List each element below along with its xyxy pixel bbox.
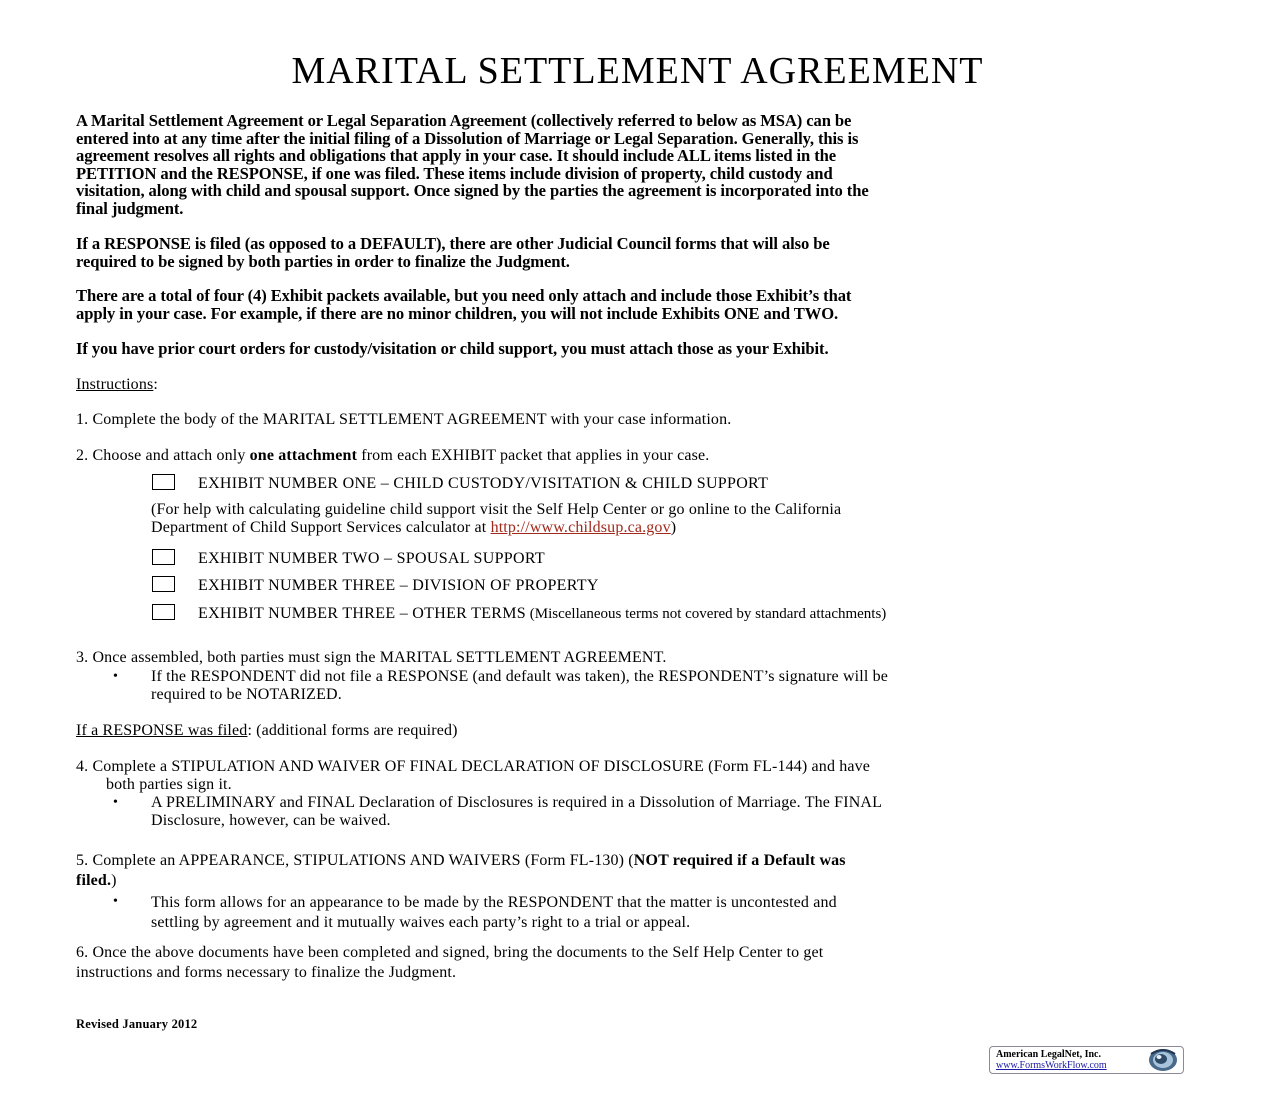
exhibit-three-other-label: EXHIBIT NUMBER THREE – OTHER TERMS: [198, 605, 526, 622]
text-line: This form allows for an appearance to be made by the RESPONDENT that the matter is uncontested and: [151, 894, 837, 911]
exhibit-three-property-label: EXHIBIT NUMBER THREE – DIVISION OF PROPERTY: [198, 577, 599, 594]
bullet-icon: •: [113, 669, 118, 684]
text-line: There are a total of four (4) Exhibit packets available, but you need only attach and include those Exhibit’s that: [76, 286, 852, 305]
text-line: [76, 871, 1201, 891]
childsup-link[interactable]: http://www.childsup.ca.gov: [490, 519, 671, 536]
exhibit-three-other-text: [198, 605, 886, 623]
text-line: A Marital Settlement Agreement or Legal Separation Agreement (collectively referred to below as MSA) can be: [76, 111, 852, 130]
exhibit-two-checkbox[interactable]: [152, 549, 175, 565]
text-line: entered into at any time after the initial filing of a Dissolution of Marriage or Legal Separation. Generally, this is: [76, 128, 859, 148]
text-line: required to be signed by both parties in order to finalize the Judgment.: [76, 251, 570, 271]
text-line: [76, 851, 1201, 871]
publisher-logo: [989, 1046, 1184, 1074]
bullet-icon: •: [113, 894, 118, 909]
step-6: [76, 943, 1201, 983]
exhibit-one-checkbox[interactable]: [152, 474, 175, 490]
text-line: required to be NOTARIZED.: [151, 686, 342, 703]
exhibit-three-other-note: (Miscellaneous terms not covered by standard attachments): [526, 606, 887, 622]
text-line: apply in your case. For example, if there are no minor children, you will not include Exhibits ONE and TWO.: [76, 303, 839, 323]
step-2-suffix: from each EXHIBIT packet that applies in your case.: [357, 447, 710, 464]
text-line: If the RESPONDENT did not file a RESPONSE (and default was taken), the RESPONDENT’s signature will be: [151, 668, 888, 685]
response-filed-heading-label: If a RESPONSE was filed: [76, 722, 248, 739]
intro-paragraph-prior-orders: [76, 340, 1196, 358]
step-1: 1. Complete the body of the MARITAL SETTLEMENT AGREEMENT with your case information.: [76, 411, 732, 428]
intro-paragraph-exhibits: [76, 287, 1196, 322]
publisher-name: American LegalNet, Inc.: [996, 1049, 1101, 1060]
revised-date: Revised January 2012: [76, 1017, 198, 1031]
text-line: 4. Complete a STIPULATION AND WAIVER OF FINAL DECLARATION OF DISCLOSURE (Form FL-144) and have: [76, 758, 871, 775]
globe-icon: [1147, 1048, 1179, 1072]
step-3-bullet: [151, 668, 1201, 704]
text-line: [151, 519, 1201, 537]
step-5-suffix: ): [111, 872, 117, 889]
step-5-prefix: 5. Complete an APPEARANCE, STIPULATIONS AND WAIVERS (Form FL-130) (: [76, 852, 634, 869]
step-2-emphasis: one attachment: [249, 447, 358, 464]
step-4-bullet: [151, 794, 1201, 830]
exhibit-one-label: EXHIBIT NUMBER ONE – CHILD CUSTODY/VISITATION & CHILD SUPPORT: [198, 475, 769, 492]
step-4: [76, 758, 1201, 794]
response-filed-heading: [76, 722, 1201, 740]
child-support-help: [151, 501, 1201, 537]
text-line: If a RESPONSE is filed (as opposed to a DEFAULT), there are other Judicial Council forms that will also be: [76, 234, 830, 253]
text-line: PETITION and the RESPONSE, if one was filed. These items include division of property, child custody and: [76, 163, 833, 183]
instructions-heading-colon: :: [153, 376, 158, 393]
exhibit-three-other-checkbox[interactable]: [152, 604, 175, 620]
instructions-heading-label: Instructions: [76, 376, 154, 393]
intro-paragraph-response: [76, 235, 1196, 270]
response-filed-heading-suffix: : (additional forms are required): [247, 722, 458, 739]
text-line: Disclosure, however, can be waived.: [151, 812, 391, 829]
bullet-icon: •: [113, 795, 118, 810]
text-line: (For help with calculating guideline child support visit the Self Help Center or go online to the California: [151, 501, 842, 518]
exhibit-two-label: EXHIBIT NUMBER TWO – SPOUSAL SUPPORT: [198, 550, 545, 567]
page-title: MARITAL SETTLEMENT AGREEMENT: [291, 50, 984, 92]
step-5: [76, 851, 1201, 891]
step-5-bullet: [151, 893, 1201, 933]
publisher-url-link[interactable]: www.FormsWorkFlow.com: [996, 1060, 1107, 1071]
text-line: A PRELIMINARY and FINAL Declaration of Disclosures is required in a Dissolution of Marriage. The FINAL: [151, 794, 883, 811]
text-line: 6. Once the above documents have been completed and signed, bring the documents to the Self Help Center to get: [76, 944, 824, 961]
text-line: final judgment.: [76, 198, 184, 218]
step-3: 3. Once assembled, both parties must sign the MARITAL SETTLEMENT AGREEMENT.: [76, 649, 667, 666]
intro-paragraph-msa: [76, 112, 1196, 218]
instructions-heading: [76, 376, 1201, 394]
text-line: settling by agreement and it mutually waives each party’s right to a trial or appeal.: [151, 914, 691, 931]
text-line: agreement resolves all rights and obligations that apply in your case. It should include ALL items listed in the: [76, 146, 837, 166]
step-5-emphasis: NOT required if a Default was: [633, 852, 846, 869]
text-line: both parties sign it.: [106, 776, 232, 793]
text-line: visitation, along with child and spousal support. Once signed by the parties the agreement is incorporated into the: [76, 181, 869, 201]
help-line-suffix: ): [670, 519, 677, 536]
help-line-prefix: Department of Child Support Services calculator at: [151, 519, 491, 536]
step-5-emphasis-cont: filed.: [76, 872, 112, 889]
step-2: [76, 447, 1201, 465]
step-2-prefix: 2. Choose and attach only: [76, 447, 250, 464]
text-line: instructions and forms necessary to finalize the Judgment.: [76, 964, 457, 981]
text-line: If you have prior court orders for custody/visitation or child support, you must attach those as your Exhibit.: [76, 339, 829, 358]
exhibit-three-property-checkbox[interactable]: [152, 576, 175, 592]
